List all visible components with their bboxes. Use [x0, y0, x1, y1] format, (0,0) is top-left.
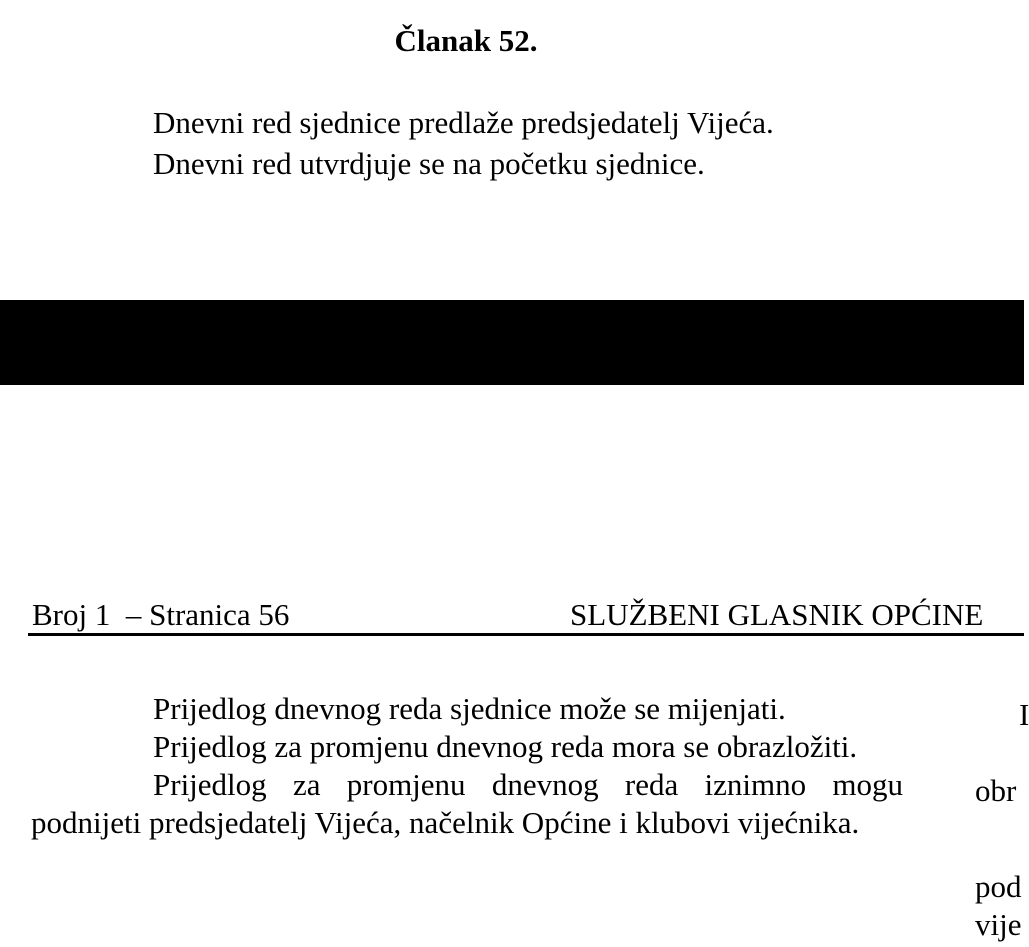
article-line-1: Dnevni red sjednice predlaže predsjedatelj Vijeća.: [153, 105, 774, 140]
header-rule: [28, 633, 1024, 636]
paragraph-1: Prijedlog dnevnog reda sjednice može se mijenjati.: [153, 691, 786, 726]
right-fragment-3: pod: [975, 869, 1022, 904]
paragraph-2: Prijedlog za promjenu dnevnog reda mora se obrazložiti.: [153, 729, 858, 764]
page-header: [0, 590, 1024, 640]
page-separator-band: [0, 300, 1024, 385]
paragraph-3: Prijedlog za promjenu dnevnog reda iznimno mogu podnijeti predsjedatelj Vijeća, načelnik Općine i klubovi vijećnika.: [31, 767, 903, 840]
article-title: Članak 52.: [394, 23, 538, 58]
previous-page-fragment: [0, 0, 1024, 300]
article-line-2: Dnevni red utvrdjuje se na početku sjednice.: [153, 146, 705, 181]
page-number-label: Broj 1 – Stranica 56: [32, 597, 290, 632]
right-fragment-2: obr: [975, 773, 1017, 808]
right-column-fragment: [975, 690, 1029, 947]
right-fragment-1: I: [1019, 697, 1029, 732]
right-fragment-4: vije: [975, 907, 1022, 942]
left-column: [31, 690, 903, 842]
gazette-title: SLUŽBENI GLASNIK OPĆINE: [570, 597, 984, 632]
